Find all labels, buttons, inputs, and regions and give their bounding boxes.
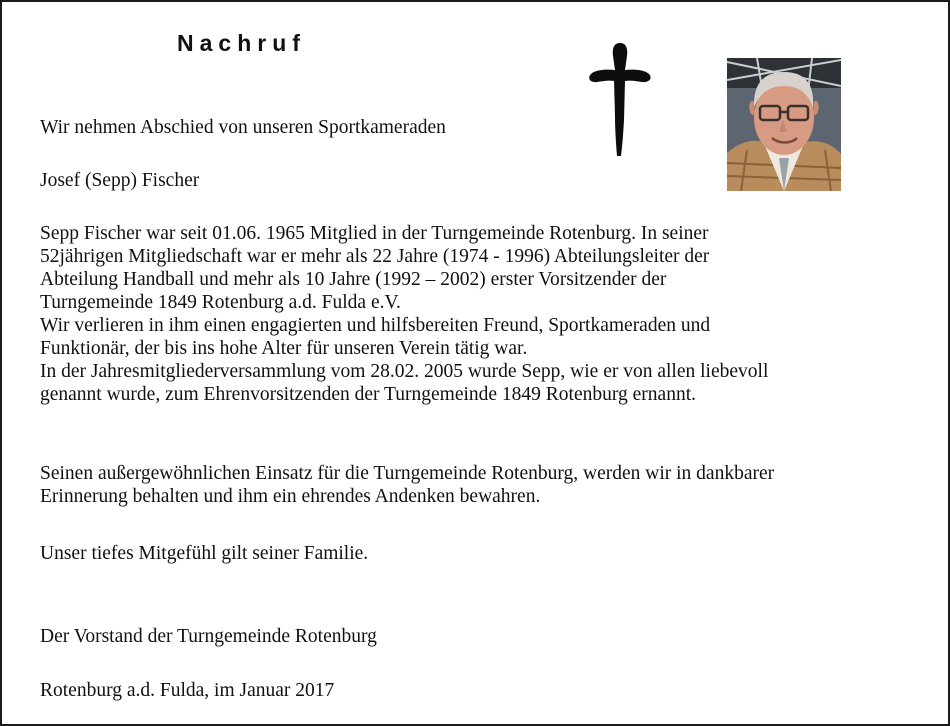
intro-line: Wir nehmen Abschied von unseren Sportkameraden: [40, 117, 446, 138]
place-date-line: Rotenburg a.d. Fulda, im Januar 2017: [40, 680, 335, 701]
bio-line: Sepp Fischer war seit 01.06. 1965 Mitglied in der Turngemeinde Rotenburg. In seiner: [40, 223, 709, 244]
tribute-line: Seinen außergewöhnlichen Einsatz für die Turngemeinde Rotenburg, werden wir in dankbarer: [40, 463, 775, 484]
bio-line: Wir verlieren in ihm einen engagierten und hilfsbereiten Freund, Sportkameraden und: [40, 315, 711, 336]
bio-line: Funktionär, der bis ins hohe Alter für unseren Verein tätig war.: [40, 338, 528, 359]
bio-line: genannt wurde, zum Ehrenvorsitzenden der Turngemeinde 1849 Rotenburg ernannt.: [40, 384, 696, 405]
bio-line: Abteilung Handball und mehr als 10 Jahre (1992 – 2002) erster Vorsitzender der: [40, 269, 667, 290]
portrait-photo: [727, 58, 841, 191]
bio-line: 52jährigen Mitgliedschaft war er mehr als 22 Jahre (1974 - 1996) Abteilungsleiter der: [40, 246, 710, 267]
tribute-line: Erinnerung behalten und ihm ein ehrendes Andenken bewahren.: [40, 486, 541, 507]
bio-line: Turngemeinde 1849 Rotenburg a.d. Fulda e.V.: [40, 292, 401, 313]
notice-title: Nachruf: [177, 30, 306, 56]
cross-icon: [587, 40, 653, 163]
deceased-name: Josef (Sepp) Fischer: [40, 170, 200, 191]
condolence-line: Unser tiefes Mitgefühl gilt seiner Familie.: [40, 543, 369, 564]
signature-line: Der Vorstand der Turngemeinde Rotenburg: [40, 626, 377, 647]
bio-line: In der Jahresmitgliederversammlung vom 28.02. 2005 wurde Sepp, wie er von allen liebevoll: [40, 361, 769, 382]
